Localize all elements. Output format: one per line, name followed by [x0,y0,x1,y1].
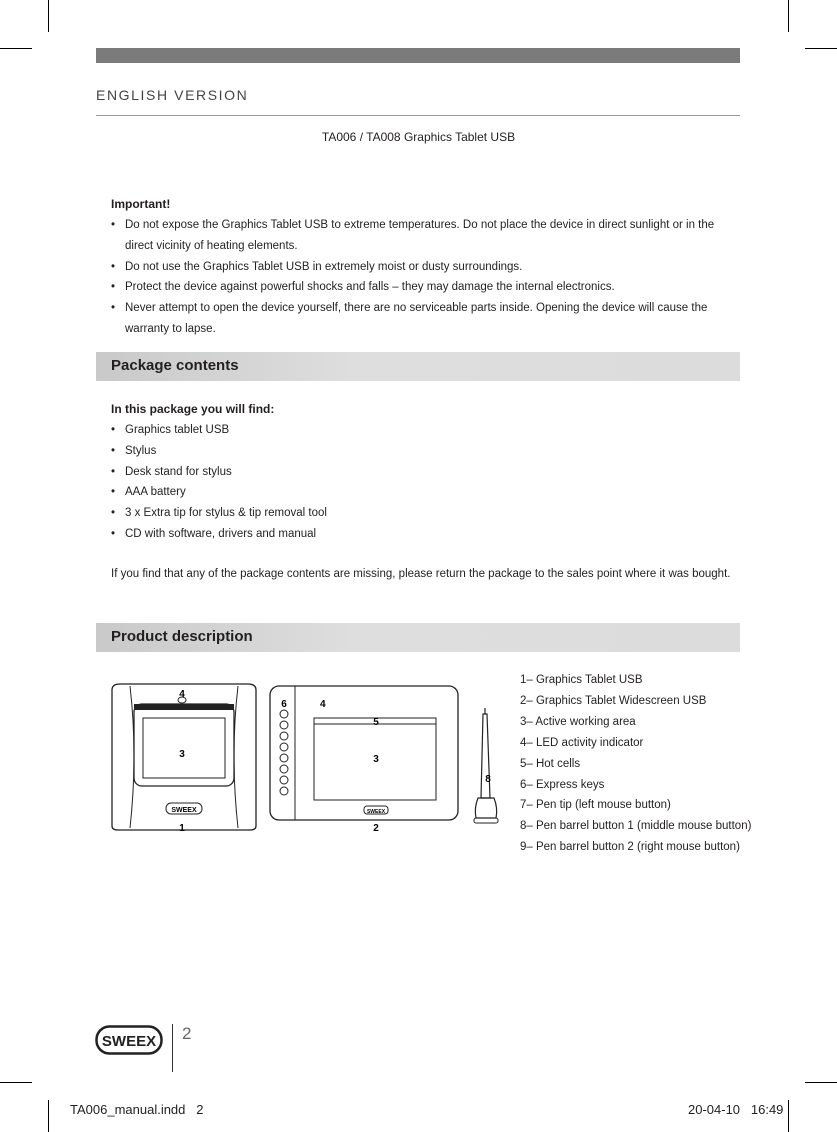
crop-mark [0,48,32,49]
list-item: • Protect the device against powerful shocks and falls – they may damage the internal electronics. [111,277,736,298]
tablet-standard-illustration [112,684,256,834]
legend-item: 7– Pen tip (left mouse button) [520,799,671,812]
tablet2-led-label: 4 [320,699,326,710]
tablet-widescreen-illustration [270,686,458,834]
footer-divider [172,1024,173,1072]
legend-item: 4– LED activity indicator [520,736,644,749]
legend-item: 6– Express keys [520,778,605,791]
list-item: • AAA battery [111,482,736,503]
list-item: • Never attempt to open the device yourself, there are no serviceable parts inside. Opening the device will cause the warranty to lapse. [111,298,736,340]
logo-text: SWEEX [101,1033,157,1050]
list-item: • CD with software, drivers and manual [111,524,736,545]
legend-item: 1– Graphics Tablet USB [520,674,643,686]
tablet2-keys-label: 6 [281,699,287,710]
package-list [111,420,736,545]
important-section [111,197,736,340]
list-item: • Stylus [111,441,736,462]
sweex-logo [95,1025,163,1055]
page-number: 2 [182,1024,192,1043]
document-title: TA006 / TA008 Graphics Tablet USB [321,130,516,144]
slug-timestamp: 20-04-10 16:49 [688,1102,784,1117]
slug-filename: TA006_manual.indd 2 [70,1102,204,1117]
list-item: • Do not expose the Graphics Tablet USB to extreme temperatures. Do not place the device in direct sunlight or in the direct vicinity of heating elements. [111,215,736,257]
crop-mark [805,48,837,49]
list-item: • Graphics tablet USB [111,420,736,441]
tablet1-number: 1 [179,823,185,834]
tablet2-brand: SWEEX [366,809,386,815]
product-illustration [108,680,508,840]
legend-item: 9– Pen barrel button 2 (right mouse button) [520,841,740,854]
legend-item: 2– Graphics Tablet Widescreen USB [520,694,707,707]
list-item: • Desk stand for stylus [111,462,736,483]
section-title: Product description [111,628,253,645]
version-label: ENGLISH VERSION [96,87,249,103]
legend-item: 3– Active working area [520,715,636,728]
important-list [111,215,736,340]
important-heading: Important! [111,197,171,211]
crop-mark [788,1100,789,1132]
tablet1-area-label: 3 [179,749,185,760]
crop-mark [0,1082,32,1083]
product-legend [520,670,751,858]
legend-item: 5– Hot cells [520,757,581,770]
section-band-product [96,623,740,652]
crop-mark [805,1082,837,1083]
tablet1-led-label: 4 [179,689,185,700]
crop-mark [788,0,789,32]
pen-illustration [474,708,498,823]
tablet1-brand: SWEEX [171,807,197,814]
package-intro: In this package you will find: [111,402,275,416]
missing-contents-note: If you find that any of the package contents are missing, please return the package to the sales point where it was bought. [111,568,731,580]
pen-button-label: 8 [485,774,491,785]
legend-item: 8– Pen barrel button 1 (middle mouse button) [520,820,752,833]
crop-mark [48,1100,49,1132]
header-rule [96,115,740,116]
tablet2-area-label: 3 [373,754,379,765]
tablet2-number: 2 [373,823,379,834]
section-band-package [96,352,740,381]
list-item: • Do not use the Graphics Tablet USB in extremely moist or dusty surroundings. [111,257,736,278]
package-section [111,402,736,545]
list-item: • 3 x Extra tip for stylus & tip removal tool [111,503,736,524]
section-title: Package contents [111,357,239,374]
header-bar [96,48,740,63]
crop-mark [48,0,49,32]
tablet2-cells-label: 5 [373,717,379,728]
